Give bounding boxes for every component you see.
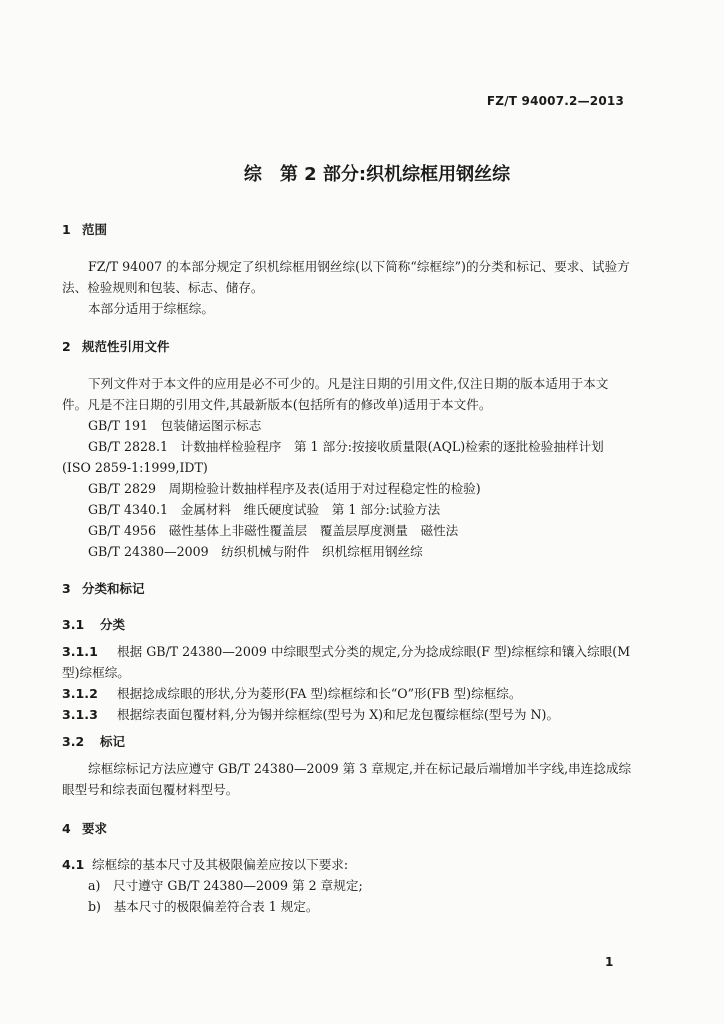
reference-item-continuation: (ISO 2859-1:1999,IDT) — [62, 460, 208, 475]
clause-3-1-1 — [62, 641, 634, 662]
clause-3-1-2 — [62, 683, 634, 704]
section-title: 规范性引用文件 — [82, 339, 170, 354]
section-3-heading — [62, 578, 634, 599]
reference-item: GB/T 2828.1 计数抽样检验程序 第 1 部分:按接收质量限(AQL)检索的逐批检验抽样计划 — [88, 439, 604, 454]
section-2-heading — [62, 336, 634, 357]
clause-number: 3.1.3 — [62, 707, 98, 722]
reference-item: GB/T 2829 周期检验计数抽样程序及表(适用于对过程稳定性的检验) — [88, 481, 481, 496]
paragraph-line: 眼型号和综表面包覆材料型号。 — [62, 782, 239, 797]
paragraph-line: 件。凡是不注日期的引用文件,其最新版本(包括所有的修改单)适用于本文件。 — [62, 397, 492, 412]
document-title: 综 第 2 部分:织机综框用钢丝综 — [243, 164, 511, 185]
paragraph-line: 综框综标记方法应遵守 GB/T 24380—2009 第 3 章规定,并在标记最后端增加半字线,串连捻成综 — [88, 761, 632, 776]
section-title: 要求 — [82, 821, 108, 836]
section-number: 4 — [62, 821, 71, 836]
reference-item: GB/T 4956 磁性基体上非磁性覆盖层 覆盖层厚度测量 磁性法 — [88, 523, 459, 538]
section-title: 范围 — [82, 222, 108, 237]
paragraph-line: 下列文件对于本文件的应用是必不可少的。凡是注日期的引用文件,仅注日期的版本适用于本文 — [88, 376, 609, 391]
section-4-heading — [62, 818, 634, 839]
section-number: 3 — [62, 581, 71, 596]
clause-3-1-3 — [62, 704, 634, 725]
subsection-3-1-heading — [62, 614, 634, 635]
page-number: 1 — [605, 955, 614, 969]
subsection-number: 3.1 — [62, 617, 85, 632]
reference-item: GB/T 4340.1 金属材料 维氏硬度试验 第 1 部分:试验方法 — [88, 502, 441, 517]
clause-text: 根据综表面包覆材料,分为锡并综框综(型号为 X)和尼龙包覆综框综(型号为 N)。 — [117, 707, 560, 722]
clause-text: 根据捻成综眼的形状,分为菱形(FA 型)综框综和长“O”形(FB 型)综框综。 — [117, 686, 522, 701]
reference-item: GB/T 24380—2009 纺织机械与附件 织机综框用钢丝综 — [88, 544, 423, 559]
section-number: 2 — [62, 339, 71, 354]
subsection-title: 分类 — [100, 617, 126, 632]
clause-text: 根据 GB/T 24380—2009 中综眼型式分类的规定,分为捻成综眼(F 型)综框综和镶入综眼(M — [117, 644, 631, 659]
clause-number: 3.1.2 — [62, 686, 98, 701]
paragraph-line: FZ/T 94007 的本部分规定了织机综框用钢丝综(以下简称“综框综”)的分类和标记、要求、试验方 — [88, 259, 630, 274]
section-number: 1 — [62, 222, 71, 237]
list-item-a: a) 尺寸遵守 GB/T 24380—2009 第 2 章规定; — [88, 878, 363, 893]
section-title: 分类和标记 — [82, 581, 145, 596]
clause-number: 3.1.1 — [62, 644, 98, 659]
list-item-b: b) 基本尺寸的极限偏差符合表 1 规定。 — [88, 899, 319, 914]
reference-item: GB/T 191 包装储运图示标志 — [88, 418, 262, 433]
subsection-3-2-heading — [62, 731, 634, 752]
subsection-title: 标记 — [100, 734, 126, 749]
paragraph-line: 本部分适用于综框综。 — [88, 301, 214, 316]
paragraph-line: 型)综框综。 — [62, 665, 130, 680]
clause-text: 综框综的基本尺寸及其极限偏差应按以下要求: — [92, 857, 349, 872]
paragraph-line: 法、检验规则和包装、标志、储存。 — [62, 280, 264, 295]
clause-4-1 — [62, 854, 634, 875]
clause-number: 4.1 — [62, 857, 85, 872]
standard-code: FZ/T 94007.2—2013 — [486, 94, 624, 108]
section-1-heading — [62, 219, 634, 240]
subsection-number: 3.2 — [62, 734, 85, 749]
